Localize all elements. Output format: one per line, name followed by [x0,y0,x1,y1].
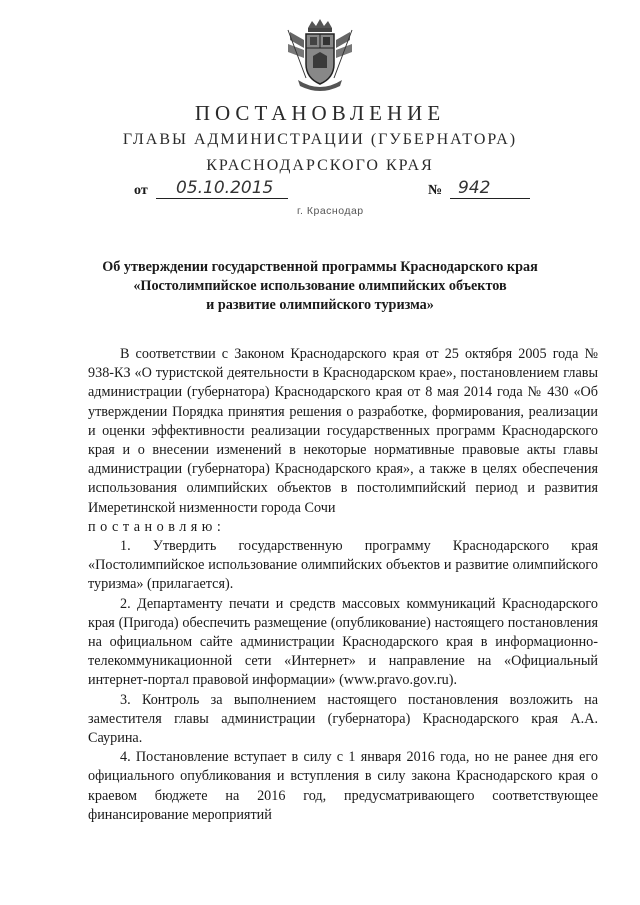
clause-3: 3. Контроль за выполнением настоящего постановления возложить на заместителя главы администрации (губернатора) Краснодарского края А.А. Саурина. [88,691,598,747]
resolution-word: постановляю: [88,518,226,535]
clause-1: 1. Утвердить государственную программу Краснодарского края «Постолимпийское использование олимпийских объектов и развитие олимпийского туризма» (прилагается). [88,538,598,593]
clause-4: 4. Постановление вступает в силу с 1 января 2016 года, но не ранее дня его официального опубликования и вступления в силу закона Краснодарского края о краевом бюджете на 2016 год, предусматривающего соответствующее финансирование мероприятий [88,749,598,823]
date-value: 05.10.2015 [176,178,274,198]
issuer-heading: ГЛАВЫ АДМИНИСТРАЦИИ (ГУБЕРНАТОРА) [122,131,518,148]
document-type-heading: ПОСТАНОВЛЕНИЕ [194,101,446,125]
region-heading: КРАСНОДАРСКОГО КРАЯ [206,157,434,174]
preamble-paragraph: В соответствии с Законом Краснодарского края от 25 октября 2005 года № 938-КЗ «О туристской деятельности в Краснодарском крае», постановлением главы администрации (губернатора) Краснодарского края от 8 мая 2014 года № 430 «Об утверждении Порядка принятия решения о разработке, формирования, реализации и оценки эффективности реализации государственных программ Краснодарского края и о внесении изменений в некоторые нормативные правовые акты главы администрации (губернатора) Краснодарского края», а также в целях обеспечения использования олимпийских объектов в постолимпийский период и развития Имеретинской низменности города Сочи [88,346,598,516]
title-line-1: Об утверждении государственной программы Краснодарского края [102,259,538,275]
document-body [88,345,598,825]
number-label: № [428,183,443,198]
number-value: 942 [458,178,491,198]
city-label: г. Краснодар [297,205,364,217]
date-label: от [134,183,148,198]
date-underline [156,198,288,199]
number-underline [450,198,530,199]
title-line-3: и развитие олимпийского туризма» [206,297,434,313]
document-title [60,258,580,315]
clause-2: 2. Департаменту печати и средств массовых коммуникаций Краснодарского края (Пригода) обеспечить размещение (опубликование) настоящего постановления на официальном сайте администрации Краснодарского края в информационно-телекоммуникационной сети «Интернет» и направление на «Официальный интернет-портал правовой информации» (www.pravo.gov.ru). [88,595,598,689]
title-line-2: «Постолимпийское использование олимпийских объектов [133,278,507,294]
coat-of-arms-icon [284,18,356,94]
